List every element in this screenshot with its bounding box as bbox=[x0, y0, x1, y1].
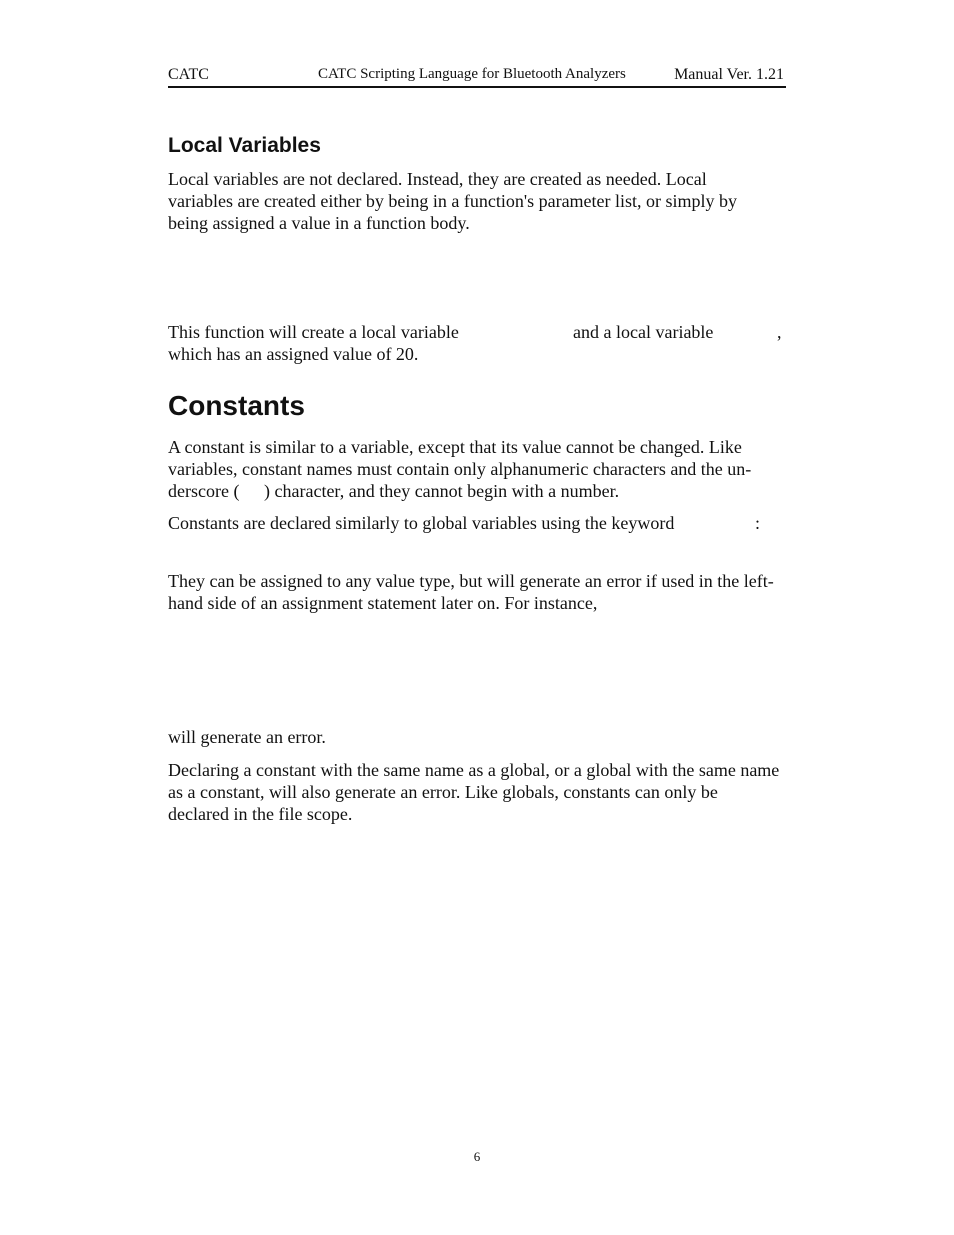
local-variables-paragraph-1 bbox=[168, 168, 788, 234]
text-line bbox=[168, 480, 788, 502]
constants-paragraph-5 bbox=[168, 759, 788, 825]
local-variables-paragraph-2 bbox=[168, 321, 788, 365]
constants-paragraph-1 bbox=[168, 436, 788, 502]
constants-paragraph-4 bbox=[168, 726, 788, 748]
text-line: being assigned a value in a function body. bbox=[168, 213, 470, 233]
text-segment: and a local variable bbox=[573, 322, 714, 342]
text-line: as a constant, will also generate an error. Like globals, constants can only be bbox=[168, 782, 718, 802]
text-line: Declaring a constant with the same name as a global, or a global with the same name bbox=[168, 760, 780, 780]
text-segment: Constants are declared similarly to global variables using the keyword bbox=[168, 513, 675, 533]
text-segment: ) character, and they cannot begin with a number. bbox=[264, 481, 620, 501]
header-version: Manual Ver. 1.21 bbox=[674, 66, 784, 83]
text-line: declared in the file scope. bbox=[168, 804, 353, 824]
constants-paragraph-2 bbox=[168, 512, 788, 534]
text-segment: This function will create a local variable bbox=[168, 322, 459, 342]
section-heading-local-variables: Local Variables bbox=[168, 134, 321, 157]
header-title: CATC Scripting Language for Bluetooth Analyzers bbox=[318, 66, 626, 82]
section-heading-constants: Constants bbox=[168, 390, 305, 421]
page-number: 6 bbox=[473, 1149, 481, 1164]
text-line: They can be assigned to any value type, but will generate an error if used in the left- bbox=[168, 571, 774, 591]
text-line: which has an assigned value of 20. bbox=[168, 344, 419, 364]
text-line: A constant is similar to a variable, except that its value cannot be changed. Like bbox=[168, 437, 742, 457]
text-line: variables are created either by being in a function's parameter list, or simply by bbox=[168, 191, 738, 211]
text-line: hand side of an assignment statement later on. For instance, bbox=[168, 593, 598, 613]
text-segment: : bbox=[755, 513, 761, 533]
constants-paragraph-3 bbox=[168, 570, 788, 614]
text-segment: , bbox=[777, 322, 782, 342]
text-line bbox=[168, 512, 788, 534]
text-segment: derscore ( bbox=[168, 481, 240, 501]
page-header bbox=[168, 64, 786, 88]
text-line bbox=[168, 321, 788, 343]
text-line: Local variables are not declared. Instead, they are created as needed. Local bbox=[168, 169, 707, 189]
header-company: CATC bbox=[168, 66, 209, 83]
text-line: will generate an error. bbox=[168, 727, 326, 747]
text-line: variables, constant names must contain only alphanumeric characters and the un- bbox=[168, 459, 752, 479]
